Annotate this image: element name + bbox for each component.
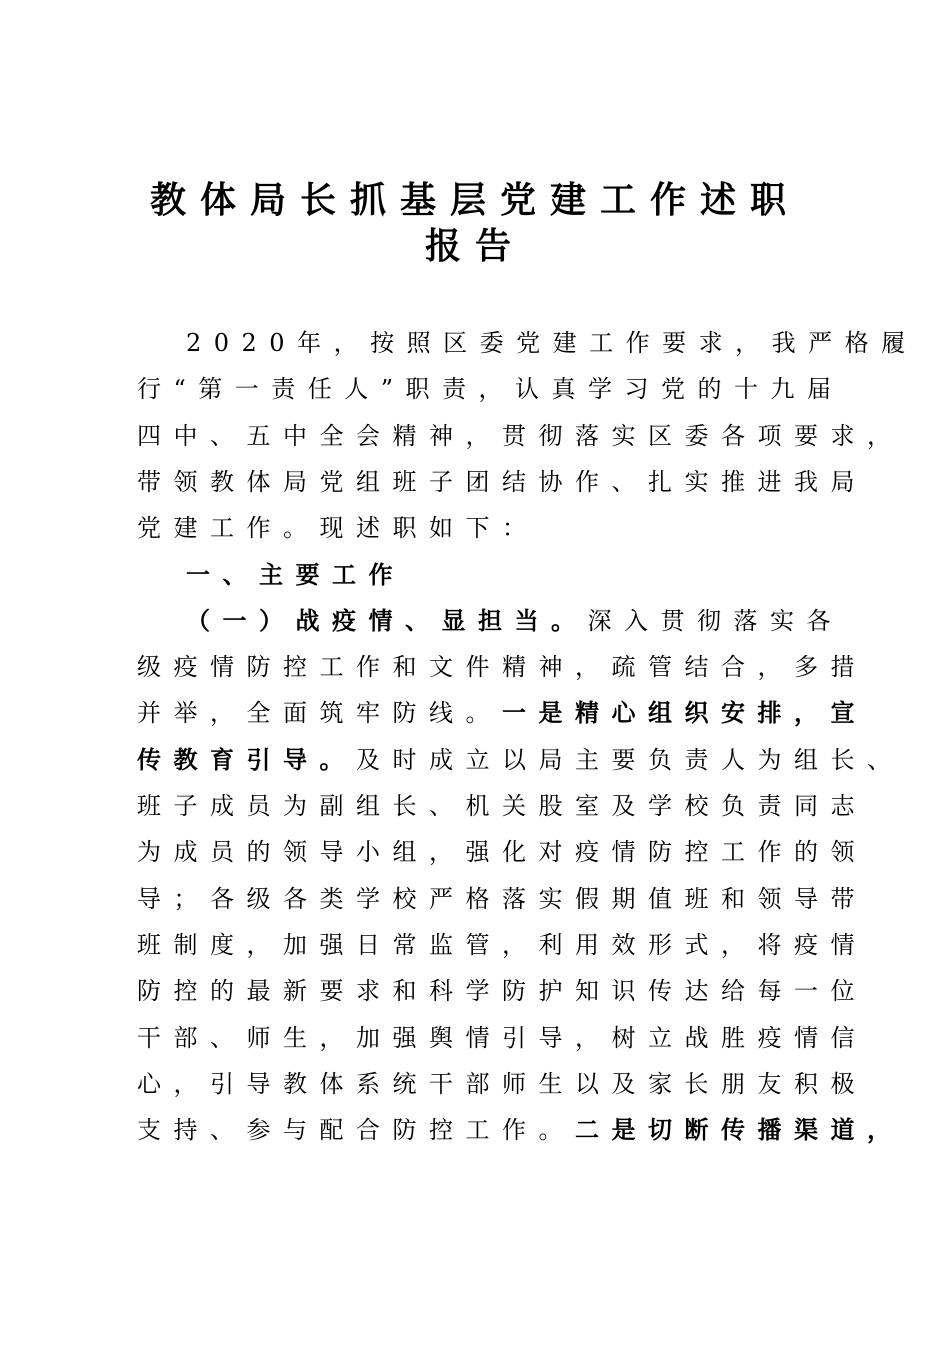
title-line-1: 教体局长抓基层党建工作述职: [149, 180, 800, 221]
paragraph-line: [137, 413, 904, 459]
text-run: 为成员的领导小组，强化对疫情防控工作的领: [137, 838, 867, 867]
text-run: 及时成立以局主要负责人为组长、: [356, 745, 904, 774]
text-run: 干部、师生，加强舆情引导，树立战胜疫情信: [137, 1023, 867, 1052]
text-run: 心，引导教体系统干部师生以及家长朋友积极: [137, 1069, 867, 1098]
text-run: 班制度，加强日常监管，利用效形式，将疫情: [137, 930, 867, 959]
text-run: 班子成员为副组长、机关股室及学校负责同志: [137, 792, 867, 820]
paragraph-line: [186, 320, 918, 366]
title-line-2: 报告: [424, 226, 525, 267]
bold-text: （一）战疫情、显担当。: [186, 606, 588, 635]
paragraph-line: [137, 644, 867, 690]
bold-text: 传教育引导。: [137, 745, 356, 774]
text-run: 防控的最新要求和科学防护知识传达给每一位: [137, 977, 867, 1006]
section-heading: [186, 552, 886, 598]
text-run: 2020年，按照区委党建工作要求，我严格履: [186, 329, 918, 357]
paragraph-line: [137, 968, 867, 1014]
text-run: 导；各级各类学校严格落实假期值班和领导带: [137, 884, 867, 913]
paragraph-line: [137, 783, 867, 829]
paragraph-line: [137, 366, 844, 412]
text-run: 行“第一责任人”职责，认真学习党的十九届: [137, 375, 844, 404]
paragraph-line: [137, 922, 867, 968]
paragraph-line: [137, 505, 837, 551]
text-run: 带领教体局党组班子团结协作、扎实推进我局: [137, 467, 867, 496]
bold-text: 一是精心组织安排，宣: [502, 699, 867, 728]
bold-text: 二是切断传播渠道，: [575, 1116, 904, 1145]
text-run: 党建工作。现述职如下：: [137, 514, 539, 543]
paragraph-line: [137, 459, 867, 505]
text-run: 级疫情防控工作和文件精神，疏管结合，多措: [137, 653, 867, 682]
paragraph-line: [137, 1107, 904, 1153]
paragraph-line: [137, 829, 867, 875]
bold-text: 一、主要工作: [186, 560, 405, 589]
paragraph-line: [137, 737, 904, 783]
paragraph-line: [137, 1061, 867, 1107]
text-run: 并举，全面筑牢防线。: [137, 699, 502, 728]
paragraph-line: [186, 598, 886, 644]
paragraph-line: [137, 1015, 867, 1061]
paragraph-line: [137, 876, 867, 922]
paragraph-line: [137, 690, 867, 736]
text-run: 深入贯彻落实各: [587, 606, 843, 635]
text-run: 支持、参与配合防控工作。: [137, 1116, 575, 1145]
text-run: 四中、五中全会精神，贯彻落实区委各项要求，: [137, 421, 904, 450]
